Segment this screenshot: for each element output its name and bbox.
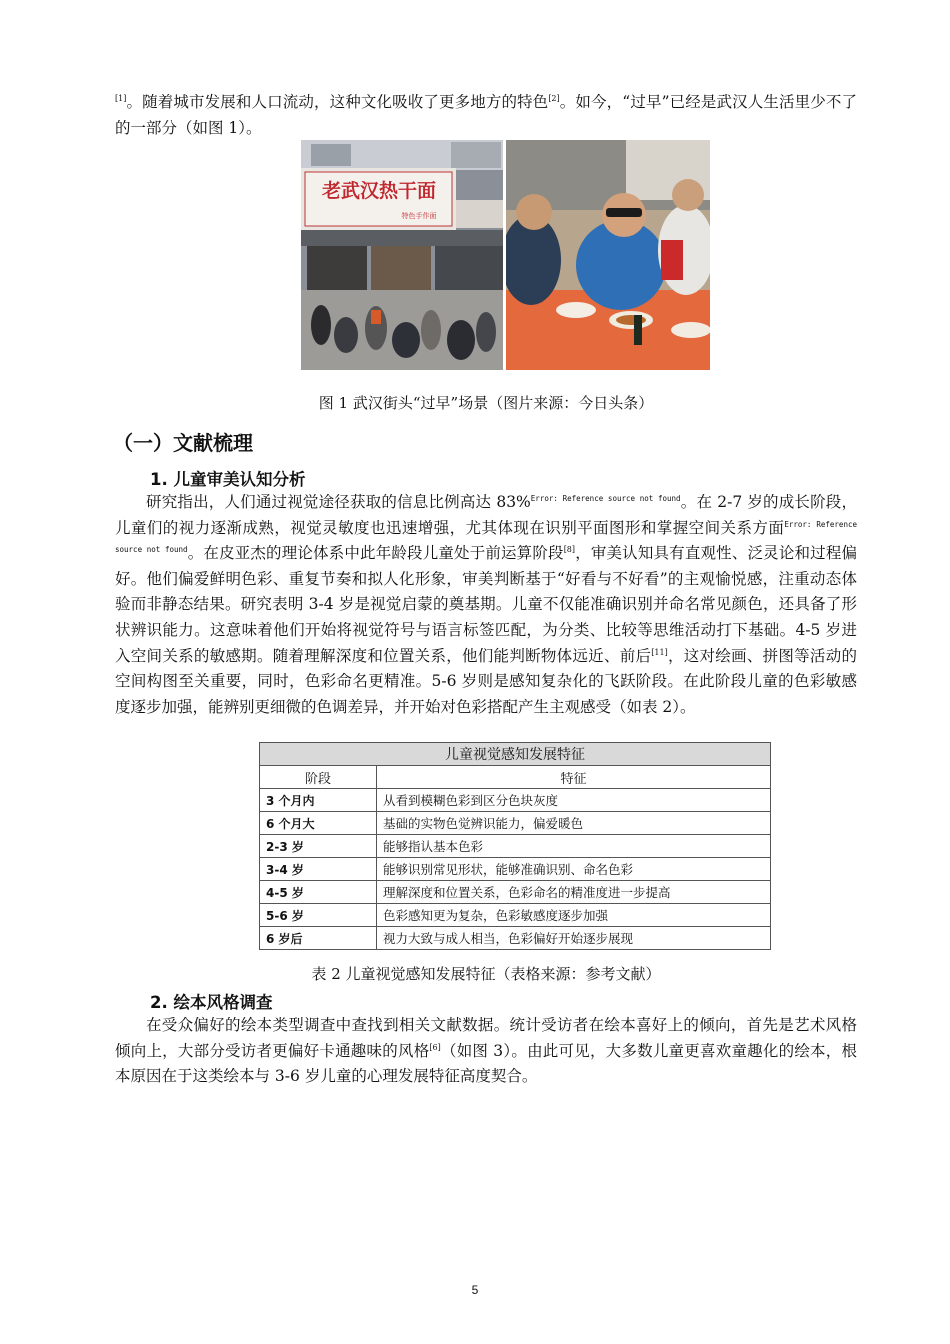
table-row [260, 789, 771, 812]
subsection-1-heading: 1. 儿童审美认知分析 [150, 470, 306, 489]
intro-text-2: 。如今，“过早”已经是武汉人生活里少不了的一部分（如图 1）。 [115, 93, 857, 137]
paragraph-text: 研究指出，人们通过视觉途径获取的信息比例高达 83% [146, 493, 531, 511]
table-row [260, 858, 771, 881]
subsection-2-heading: 2. 绘本风格调查 [150, 993, 273, 1012]
reference-error-2: Error: Reference source not found [115, 519, 857, 555]
feature-cell: 色彩感知更为复杂，色彩敏感度逐步加强 [377, 904, 771, 927]
column-header-feature: 特征 [377, 766, 771, 789]
feature-cell: 视力大致与成人相当，色彩偏好开始逐步展现 [377, 927, 771, 950]
paragraph-text: 。在皮亚杰的理论体系中此年龄段儿童处于前运算阶段 [187, 544, 564, 563]
shop-sign-text: 老武汉热干面 [321, 180, 437, 202]
table-row [260, 812, 771, 835]
column-header-stage: 阶段 [260, 766, 377, 789]
citation-1: [1] [115, 93, 127, 103]
feature-cell: 基础的实物色觉辨识能力，偏爱暖色 [377, 812, 771, 835]
table-row [260, 881, 771, 904]
stage-cell: 3-4 岁 [260, 858, 377, 881]
paragraph-text: 。在 2-7 岁的成长阶段，儿童们的视力逐渐成熟，视觉灵敏度也迅速增强，尤其体现在识别平面图形和掌握空间关系方面 [115, 493, 857, 537]
intro-text-1: 。随着城市发展和人口流动，这种文化吸收了更多地方的特色 [126, 93, 549, 111]
table-2-caption: 表 2 儿童视觉感知发展特征（表格来源：参考文献） [311, 965, 661, 983]
paragraph-text: 在受众偏好的绘本类型调查中查找到相关文献数据。统计受访者在绘本喜好上的倾向，首先是艺术风格倾向上，大部分受访者更偏好卡通趣味的风格 [115, 1016, 857, 1060]
picture-book-style-paragraph [115, 1013, 857, 1090]
stage-cell: 2-3 岁 [260, 835, 377, 858]
stage-cell: 5-6 岁 [260, 904, 377, 927]
feature-cell: 理解深度和位置关系，色彩命名的精准度进一步提高 [377, 881, 771, 904]
table-row [260, 904, 771, 927]
table-title: 儿童视觉感知发展特征 [260, 743, 771, 766]
stage-cell: 4-5 岁 [260, 881, 377, 904]
shop-sign-subtext: 特色手作面 [401, 212, 437, 220]
feature-cell: 从看到模糊色彩到区分色块灰度 [377, 789, 771, 812]
paragraph-text: （如图 3）。由此可见，大多数儿童更喜欢童趣化的绘本，根本原因在于这类绘本与 3-6 岁儿童的心理发展特征高度契合。 [115, 1041, 857, 1086]
page-number: 5 [471, 1283, 479, 1297]
feature-cell: 能够识别常见形状，能够准确识别、命名色彩 [377, 858, 771, 881]
citation-2: [2] [548, 93, 560, 103]
stage-cell: 6 岁后 [260, 927, 377, 950]
citation-11: [11] [651, 647, 668, 657]
citation-8: [8] [563, 545, 576, 555]
stage-cell: 3 个月内 [260, 789, 377, 812]
people-eating-photo [506, 140, 710, 370]
aesthetic-cognition-paragraph [115, 490, 857, 720]
stage-cell: 6 个月大 [260, 812, 377, 835]
figure-1-caption: 图 1 武汉街头“过早”场景（图片来源：今日头条） [318, 394, 654, 412]
reference-error-1: Error: Reference source not found [530, 493, 681, 503]
street-noodle-shop-photo [301, 140, 503, 370]
visual-development-table [259, 742, 771, 950]
paragraph-text: ，审美认知具有直观性、泛灵论和过程偏好。他们偏爱鲜明色彩、重复节奏和拟人化形象，审美判断基于“好看与不好看”的主观愉悦感，注重动态体验而非静态结果。研究表明 3-4 岁是视觉启蒙的奠基期。儿童不仅能准确识别并命名常见颜色，还具备了形状辨识能力。这意味着他们开始将视觉符号与语言标签匹配，为分类、比较等思维活动打下基础。4-5 岁进入空间关系的敏感期。随着理解深度和位置关系，他们能判断物体远近、前后 [115, 544, 857, 665]
citation-6: [6] [429, 1042, 441, 1052]
intro-paragraph [115, 90, 857, 141]
feature-cell: 能够指认基本色彩 [377, 835, 771, 858]
table-row [260, 927, 771, 950]
paragraph-text: ，这对绘画、拼图等活动的空间构图至关重要，同时，色彩命名更精准。5-6 岁则是感知复杂化的飞跃阶段。在此阶段儿童的色彩敏感度逐步加强，能辨别更细微的色调差异，并开始对色彩搭配产生主观感受（如表 2）。 [115, 646, 857, 716]
section-heading: （一）文献梳理 [113, 431, 253, 455]
table-row [260, 835, 771, 858]
